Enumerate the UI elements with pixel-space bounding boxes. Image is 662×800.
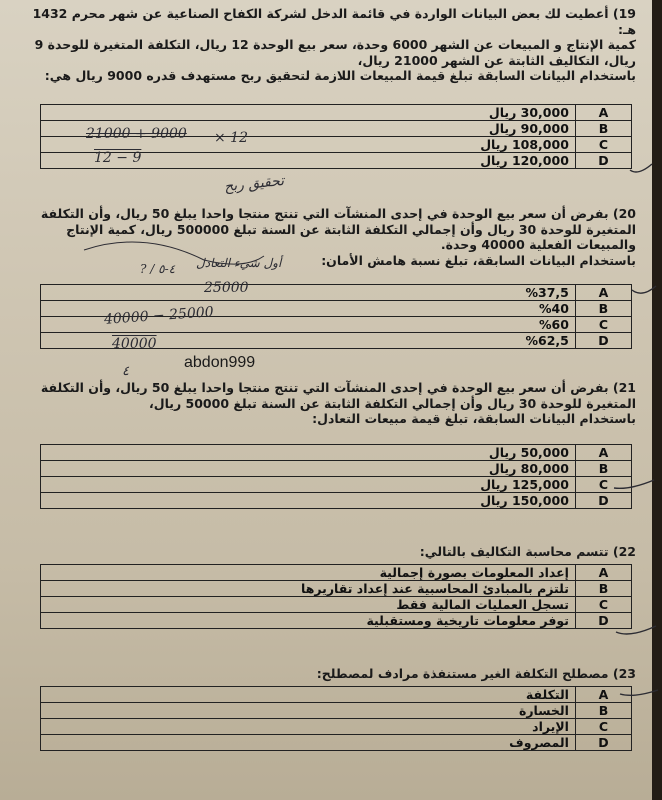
option-text: 150,000 ريال <box>41 493 576 509</box>
handwritten-note: 12 − 9 <box>94 150 142 166</box>
option-text: 125,000 ريال <box>41 477 576 493</box>
option-letter: A <box>575 687 631 703</box>
option-text: 50,000 ريال <box>41 445 576 461</box>
option-text: %62,5 <box>41 333 576 349</box>
option-letter: C <box>575 719 631 735</box>
question-19-data: كمية الإنتاج و المبيعات عن الشهر 6000 وحدة، سعر بيع الوحدة 12 ريال، التكلفة المتغيرة للوحدة 9 ريال، التكاليف الثابتة عن الشهر 21000 ريال، <box>34 37 636 68</box>
check-mark <box>630 164 652 172</box>
option-letter: C <box>575 137 631 153</box>
option-row[interactable] <box>41 461 632 477</box>
option-text: تلتزم بالمبادئ المحاسبية عند إعداد تقاريرها <box>41 581 576 597</box>
option-row[interactable] <box>41 445 632 461</box>
option-text: إعداد المعلومات بصورة إجمالية <box>41 565 576 581</box>
option-text: توفر معلومات تاريخية ومستقبلية <box>41 613 576 629</box>
handwritten-note: 40000 <box>112 336 157 352</box>
option-row[interactable] <box>41 703 632 719</box>
option-letter: A <box>575 565 631 581</box>
option-text: المصروف <box>41 735 576 751</box>
option-text: 80,000 ريال <box>41 461 576 477</box>
option-row[interactable] <box>41 719 632 735</box>
option-text: الإيراد <box>41 719 576 735</box>
question-20 <box>24 206 636 268</box>
option-row[interactable] <box>41 613 632 629</box>
option-text: %37,5 <box>41 285 576 301</box>
option-row[interactable] <box>41 285 632 301</box>
option-text: 108,000 ريال <box>41 137 576 153</box>
question-22 <box>24 544 636 560</box>
question-19-prompt: باستخدام البيانات السابقة تبلغ قيمة المبيعات اللازمة لتحقيق ربح مستهدف قدره 9000 ريال هي: <box>44 68 636 83</box>
option-row[interactable] <box>41 581 632 597</box>
question-23-options <box>40 686 632 751</box>
option-letter: C <box>575 317 631 333</box>
option-text: تسجل العمليات المالية فقط <box>41 597 576 613</box>
option-letter: A <box>575 285 631 301</box>
option-row[interactable] <box>41 735 632 751</box>
option-text: التكلفة <box>41 687 576 703</box>
handwritten-note: أول شيء التعادل <box>196 256 282 270</box>
question-20-prompt: باستخدام البيانات السابقة، تبلغ نسبة هامش الأمان: <box>321 252 636 268</box>
option-letter: D <box>575 613 631 629</box>
question-19-title: 19) أعطيت لك بعض البيانات الواردة في قائمة الدخل لشركة الكفاح الصناعية عن شهر محرم 1432 هـ: <box>32 6 636 37</box>
handwritten-note: ? / ٤-٥ <box>140 262 176 276</box>
question-21 <box>24 380 636 427</box>
handwritten-note: 40000 − 25000 <box>103 304 215 328</box>
option-row[interactable] <box>41 477 632 493</box>
option-letter: D <box>575 153 631 169</box>
question-21-body: 21) بفرض أن سعر بيع الوحدة في إحدى المنشآت التي تنتج منتجا واحدا يبلغ 50 ريال، وأن التكلفة المتغيرة للوحدة 30 ريال وأن إجمالي التكلفة الثابتة عن السنة تبلغ 50000 ريال، <box>40 380 636 411</box>
question-19 <box>24 6 636 84</box>
option-row[interactable] <box>41 565 632 581</box>
option-letter: A <box>575 445 631 461</box>
option-letter: B <box>575 461 631 477</box>
watermark: abdon999 <box>184 354 256 371</box>
option-text: %40 <box>41 301 576 317</box>
option-text: 90,000 ريال <box>41 121 576 137</box>
option-letter: B <box>575 703 631 719</box>
option-row[interactable] <box>41 597 632 613</box>
question-22-prompt: 22) تتسم محاسبة التكاليف بالتالي: <box>419 544 636 559</box>
question-22-options <box>40 564 632 629</box>
question-21-prompt: باستخدام البيانات السابقة، تبلغ قيمة مبيعات التعادل: <box>312 411 636 426</box>
option-text: 30,000 ريال <box>41 105 576 121</box>
option-text: 120,000 ريال <box>41 153 576 169</box>
option-letter: B <box>575 301 631 317</box>
handwritten-note: ٤ <box>122 364 129 379</box>
option-text: الخسارة <box>41 703 576 719</box>
question-23 <box>24 666 636 682</box>
option-letter: D <box>575 493 631 509</box>
question-20-body: 20) بفرض أن سعر بيع الوحدة في إحدى المنشآت التي تنتج منتجا واحدا يبلغ 50 ريال، وأن التكلفة المتغيرة للوحدة 30 ريال وأن إجمالي التكلفة الثابتة عن السنة تبلغ 500000 ريال، كمية الإنتاج والمبيعات الفعلية 40000 وحدة. <box>40 206 636 252</box>
option-letter: C <box>575 597 631 613</box>
question-21-options <box>40 444 632 509</box>
option-letter: B <box>575 581 631 597</box>
handwritten-note: × 12 <box>214 130 248 146</box>
option-letter: D <box>575 735 631 751</box>
handwritten-note: 21000 + 9000 <box>86 126 187 142</box>
option-letter: D <box>575 333 631 349</box>
handwritten-note: 25000 <box>204 280 249 296</box>
option-row[interactable] <box>41 105 632 121</box>
option-letter: B <box>575 121 631 137</box>
option-row[interactable] <box>41 687 632 703</box>
option-row[interactable] <box>41 493 632 509</box>
option-letter: C <box>575 477 631 493</box>
handwritten-note: تحقيق ربح <box>223 172 285 196</box>
option-letter: A <box>575 105 631 121</box>
option-text: %60 <box>41 317 576 333</box>
paper-shadow-edge <box>652 0 662 800</box>
question-23-prompt: 23) مصطلح التكلفة الغير مستنفذة مرادف لمصطلح: <box>316 666 636 681</box>
